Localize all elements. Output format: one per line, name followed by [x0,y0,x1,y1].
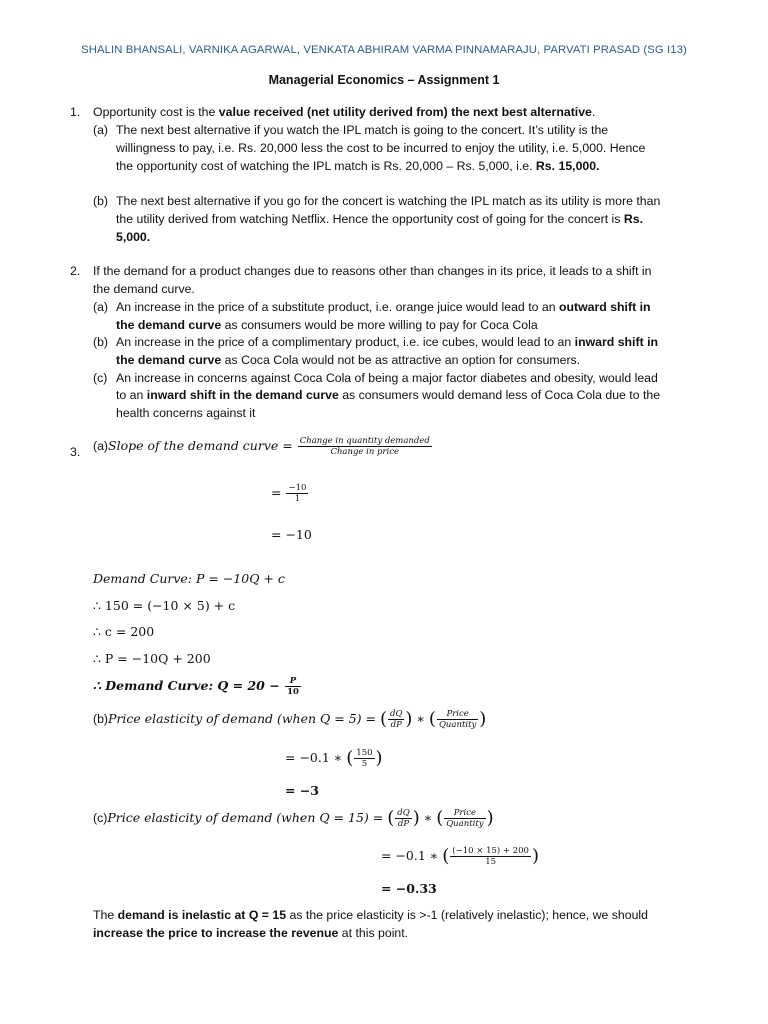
q3b-elasticity-formula: (b)Price elasticity of demand (when Q = 5) = ( $\frac{dQ}{dP}$ ) ∗ ( $\frac{\text{Price}}{\text{Quantity}}$ ) [93,708,487,730]
conclusion-line-2: increase the price to increase the revenue at this point. [93,926,409,940]
q1b-line-1: The next best alternative if you go for the concert is watching the IPL match as its utility is more than [116,194,661,208]
q2a-line-2: the demand curve as consumers would be more willing to pay for Coca Cola [116,318,538,332]
q1b-line-2: the utility derived from watching Netflix. Hence the opportunity cost of going for the concert is Rs. [116,212,643,226]
q2c-line-1: An increase in concerns against Coca Cola of being a major factor diabetes and obesity, would lead [116,371,658,385]
q3c-result: = −0.33 [381,881,437,896]
q3a-step-1: = $\frac{-10}{1}$ [271,483,307,504]
q2c-label: (c) [93,371,108,385]
q1-intro: Opportunity cost is the value received (net utility derived from) the next best alternative. [93,105,596,119]
q3a-step-2: = −10 [271,527,312,542]
q1a-line-2: willingness to pay, i.e. Rs. 20,000 less the cost to be incurred to enjoy the utility, i.e. 5,000. Hence [116,141,646,155]
demand-curve-final: ∴ Demand Curve: Q = 20 − $\frac{P}{10}$ [93,676,299,697]
q2c-line-2: to an inward shift in the demand curve as consumers would demand less of Coca Cola due to the [116,388,661,402]
q2c-line-3: health concerns against it [116,406,256,420]
q2b-label: (b) [93,335,109,349]
q3c-elasticity-formula: (c)Price elasticity of demand (when Q = 15) = ( $\frac{dQ}{dP}$ ) ∗ ( $\frac{\text{Price}}{\text{Quantity}}$ ) [93,807,494,829]
q2-number: 2. [70,264,81,278]
q1a-label: (a) [93,123,109,137]
demand-curve-eq-4: ∴ P = −10Q + 200 [93,651,211,666]
q2-line-1: If the demand for a product changes due to reasons other than changes in its price, it leads to a shift in [93,264,652,278]
q3b-result: = −3 [285,783,319,798]
q2b-line-2: the demand curve as Coca Cola would not be as attractive an option for consumers. [116,353,581,367]
q2a-label: (a) [93,300,109,314]
q3a-slope-formula: (a)Slope of the demand curve = $\frac{\text{Change in quantity demanded}}{\text{Change in price}}$ [93,436,430,457]
q3b-step-1: = −0.1 ∗ ( $\frac{150}{5}$ ) [285,747,383,769]
q2-line-2: the demand curve. [93,282,195,296]
conclusion-line-1: The demand is inelastic at Q = 15 as the price elasticity is >-1 (relatively inelastic); hence, we should [93,908,648,922]
authors-line: SHALIN BHANSALI, VARNIKA AGARWAL, VENKATA ABHIRAM VARMA PINNAMARAJU, PARVATI PRASAD (SG I13) [81,44,687,56]
demand-curve-eq-2: ∴ 150 = (−10 × 5) + c [93,598,236,613]
q1a-line-1: The next best alternative if you watch the IPL match is going to the concert. It’s utility is the [116,123,609,137]
q2b-line-1: An increase in the price of a complimentary product, i.e. ice cubes, would lead to an inward shift in [116,335,659,349]
q2a-line-1: An increase in the price of a substitute product, i.e. orange juice would lead to an outward shift in [116,300,651,314]
q3-number: 3. [70,445,81,459]
demand-curve-eq-1: Demand Curve: P = −10Q + c [93,571,285,586]
q1b-label: (b) [93,194,109,208]
q1-number: 1. [70,105,81,119]
page-title: Managerial Economics – Assignment 1 [268,73,500,87]
q1b-line-3: 5,000. [116,230,151,244]
q3c-step-1: = −0.1 ∗ ( $\frac{(-10 \times 15) + 200}{15}$ ) [381,845,539,867]
demand-curve-eq-3: ∴ c = 200 [93,624,155,639]
q1a-line-3: the opportunity cost of watching the IPL match is Rs. 20,000 – Rs. 5,000, i.e. Rs. 15,000. [116,159,600,173]
